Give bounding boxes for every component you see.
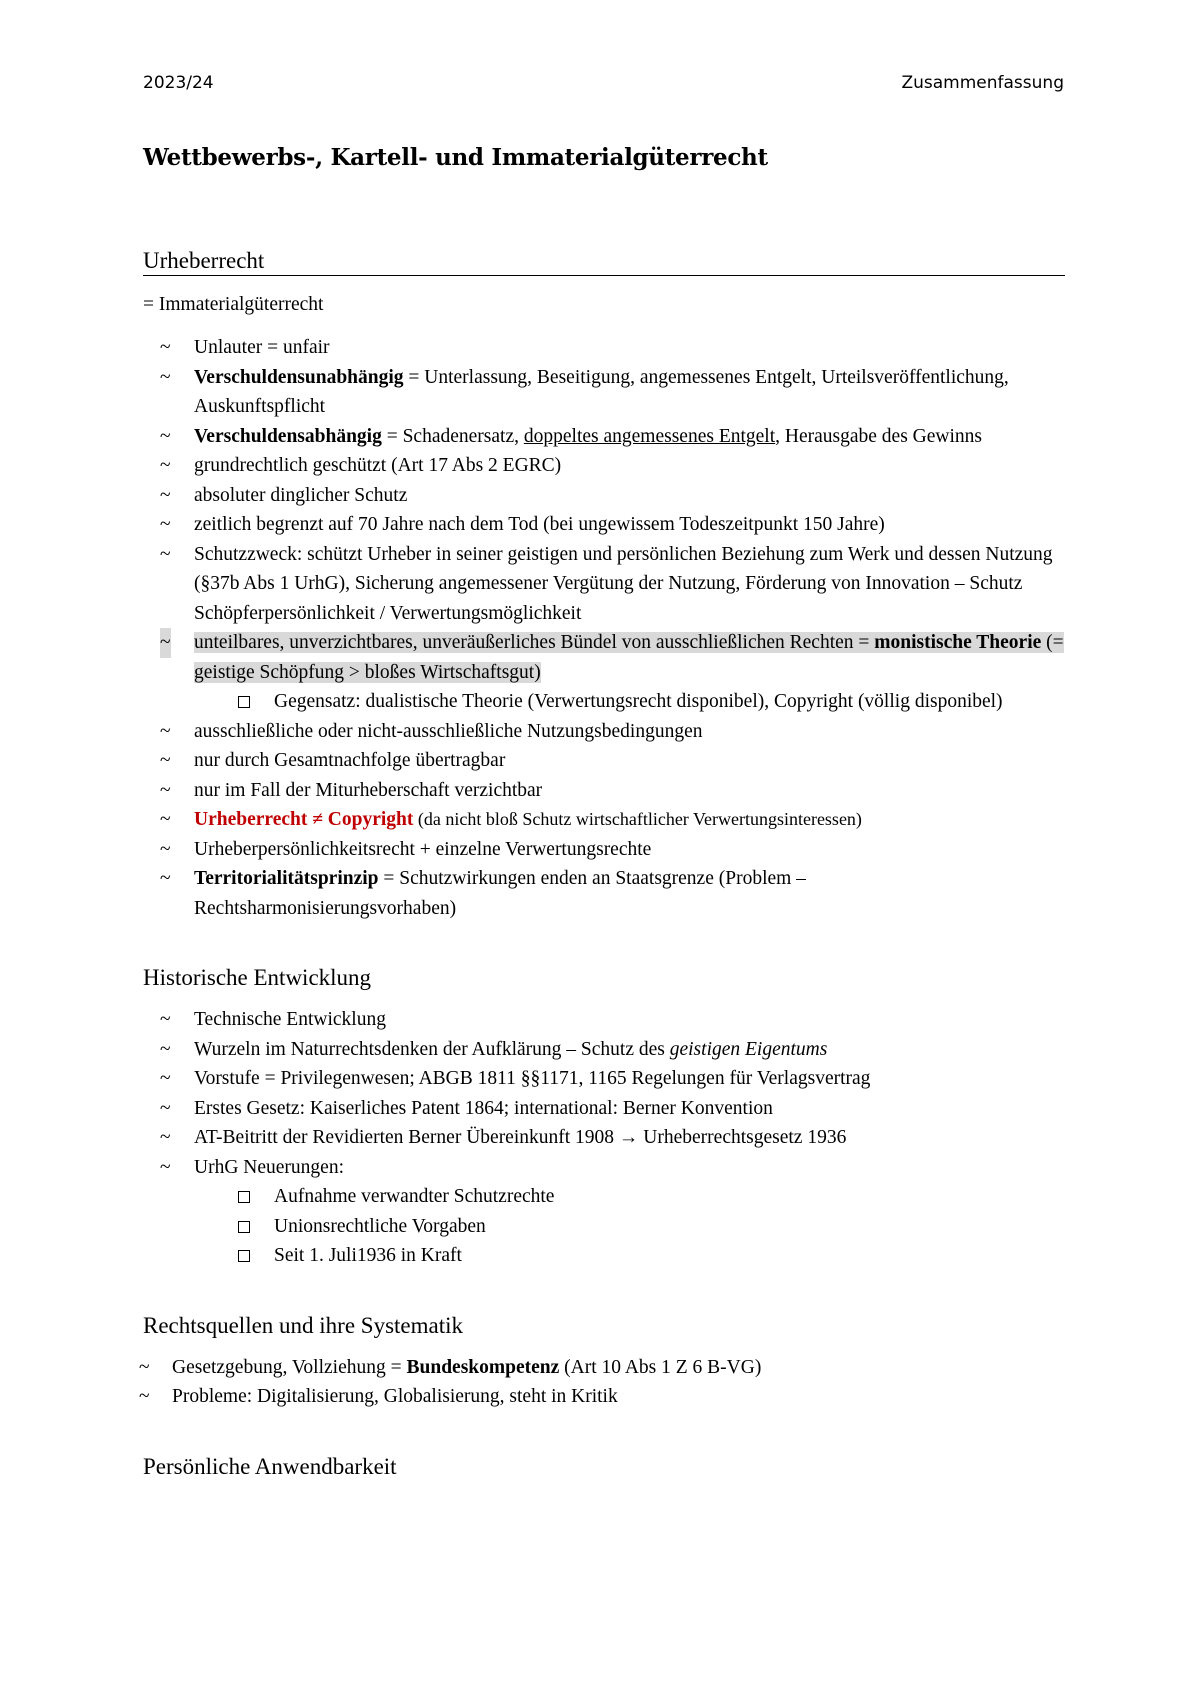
tilde-bullet-icon: ~ bbox=[160, 838, 171, 860]
list-item: ~ ausschließliche oder nicht-ausschließliche Nutzungsbedingungen bbox=[143, 717, 1065, 747]
list-item-highlighted: ~ unteilbares, unverzichtbares, unveräußerliches Bündel von ausschließlichen Rechten = monistische Theorie (= geistige Schöpfung > bloßes Wirtschaftsgut) Gegensatz: dualistische Theorie (Verwertungsrecht disponibel), Copyright (völlig disponibel) bbox=[143, 628, 1065, 717]
square-bullet-icon bbox=[238, 1191, 250, 1203]
list-item: ~ Probleme: Digitalisierung, Globalisierung, steht in Kritik bbox=[143, 1382, 1065, 1412]
tilde-bullet-icon: ~ bbox=[160, 779, 171, 801]
section-heading-persoenliche-anwendbarkeit: Persönliche Anwendbarkeit bbox=[143, 1453, 397, 1479]
document-title: Wettbewerbs-, Kartell- und Immaterialgüterrecht bbox=[143, 144, 768, 171]
tilde-bullet-icon: ~ bbox=[160, 484, 171, 506]
sub-list bbox=[194, 687, 1065, 717]
list-item: ~ Erstes Gesetz: Kaiserliches Patent 1864; international: Berner Konvention bbox=[143, 1094, 1065, 1124]
tilde-bullet-icon: ~ bbox=[160, 1127, 171, 1148]
tilde-bullet-icon: ~ bbox=[160, 455, 171, 476]
tilde-bullet-icon: ~ bbox=[160, 809, 171, 830]
list-item: ~ Verschuldensabhängig = Schadenersatz, doppeltes angemessenes Entgelt, Herausgabe des Gewinns bbox=[143, 422, 1065, 452]
tilde-bullet-icon: ~ bbox=[139, 1386, 150, 1407]
sub-list-item: Gegensatz: dualistische Theorie (Verwertungsrecht disponibel), Copyright (völlig disponibel) bbox=[194, 687, 1065, 717]
red-emphasis: Urheberrecht ≠ Copyright bbox=[194, 809, 414, 830]
tilde-bullet-icon: ~ bbox=[160, 1009, 171, 1030]
sub-list bbox=[194, 1182, 1065, 1271]
arrow-right-icon: → bbox=[618, 1127, 639, 1148]
bullet-list-urheberrecht bbox=[143, 333, 1065, 923]
list-item: ~ Schutzzweck: schützt Urheber in seiner geistigen und persönlichen Beziehung zum Werk und dessen Nutzung (§37b Abs 1 UrhG), Sicherung angemessener Vergütung der Nutzung, Förderung von Innovation – Schutz Schöpferpersönlichkeit / Verwertungsmöglichkeit bbox=[143, 540, 1065, 629]
list-item: ~ Urheberrecht ≠ Copyright (da nicht bloß Schutz wirtschaftlicher Verwertungsinteressen) bbox=[143, 805, 1065, 835]
list-item: ~ Gesetzgebung, Vollziehung = Bundeskompetenz (Art 10 Abs 1 Z 6 B-VG) bbox=[143, 1353, 1065, 1383]
sub-list-item: Unionsrechtliche Vorgaben bbox=[194, 1212, 1065, 1242]
bullet-list-historie bbox=[143, 1005, 1065, 1271]
sub-list-item: Seit 1. Juli1936 in Kraft bbox=[194, 1241, 1065, 1271]
section-intro: = Immaterialgüterrecht bbox=[143, 294, 324, 315]
square-bullet-icon bbox=[238, 1221, 250, 1233]
section-heading-historische-entwicklung: Historische Entwicklung bbox=[143, 965, 372, 990]
tilde-bullet-icon: ~ bbox=[160, 1156, 171, 1178]
list-item: ~ nur im Fall der Miturheberschaft verzichtbar bbox=[143, 776, 1065, 806]
tilde-bullet-icon: ~ bbox=[160, 514, 171, 535]
list-item: ~ zeitlich begrenzt auf 70 Jahre nach dem Tod (bei ungewissem Todeszeitpunkt 150 Jahre) bbox=[143, 510, 1065, 540]
tilde-bullet-icon: ~ bbox=[160, 425, 171, 447]
tilde-bullet-icon: ~ bbox=[160, 720, 171, 742]
sub-list-item: Aufnahme verwandter Schutzrechte bbox=[194, 1182, 1065, 1212]
bullet-list-rechtsquellen bbox=[139, 1353, 1065, 1412]
tilde-bullet-icon: ~ bbox=[160, 1097, 171, 1119]
tilde-bullet-icon: ~ bbox=[160, 543, 171, 565]
tilde-bullet-icon: ~ bbox=[139, 1356, 150, 1378]
list-item: ~ UrhG Neuerungen: Aufnahme verwandter Schutzrechte Unionsrechtliche Vorgaben Seit 1. Juli1936 in Kraft bbox=[143, 1153, 1065, 1271]
header-year: 2023/24 bbox=[143, 73, 214, 93]
square-bullet-icon bbox=[238, 1250, 250, 1262]
square-bullet-icon bbox=[238, 696, 250, 708]
tilde-bullet-icon: ~ bbox=[160, 868, 171, 889]
list-item: ~ AT-Beitritt der Revidierten Berner Übereinkunft 1908 → Urheberrechtsgesetz 1936 bbox=[143, 1123, 1065, 1153]
document-body bbox=[139, 248, 1065, 1480]
list-item: ~ nur durch Gesamtnachfolge übertragbar bbox=[143, 746, 1065, 776]
list-item: ~ Urheberpersönlichkeitsrecht + einzelne Verwertungsrechte bbox=[143, 835, 1065, 865]
list-item: ~ Territorialitätsprinzip = Schutzwirkungen enden an Staatsgrenze (Problem – Rechtsharmonisierungsvorhaben) bbox=[143, 864, 1065, 923]
list-item: ~ Verschuldensunabhängig = Unterlassung, Beseitigung, angemessenes Entgelt, Urteilsveröffentlichung, Auskunftspflicht bbox=[143, 363, 1065, 422]
list-item: ~ absoluter dinglicher Schutz bbox=[143, 481, 1065, 511]
tilde-bullet-icon: ~ bbox=[160, 750, 171, 771]
section-heading-urheberrecht: Urheberrecht bbox=[143, 248, 1065, 276]
tilde-bullet-icon: ~ bbox=[160, 628, 171, 658]
tilde-bullet-icon: ~ bbox=[160, 366, 171, 388]
list-item: ~ Vorstufe = Privilegenwesen; ABGB 1811 §§1171, 1165 Regelungen für Verlagsvertrag bbox=[143, 1064, 1065, 1094]
tilde-bullet-icon: ~ bbox=[160, 337, 171, 358]
tilde-bullet-icon: ~ bbox=[160, 1038, 171, 1060]
list-item: ~ Wurzeln im Naturrechtsdenken der Aufklärung – Schutz des geistigen Eigentums bbox=[143, 1035, 1065, 1065]
list-item: ~ Technische Entwicklung bbox=[143, 1005, 1065, 1035]
list-item: ~ grundrechtlich geschützt (Art 17 Abs 2 EGRC) bbox=[143, 451, 1065, 481]
list-item: ~ Unlauter = unfair bbox=[143, 333, 1065, 363]
section-heading-rechtsquellen: Rechtsquellen und ihre Systematik bbox=[143, 1312, 464, 1338]
header-label: Zusammenfassung bbox=[901, 73, 1064, 93]
tilde-bullet-icon: ~ bbox=[160, 1068, 171, 1089]
